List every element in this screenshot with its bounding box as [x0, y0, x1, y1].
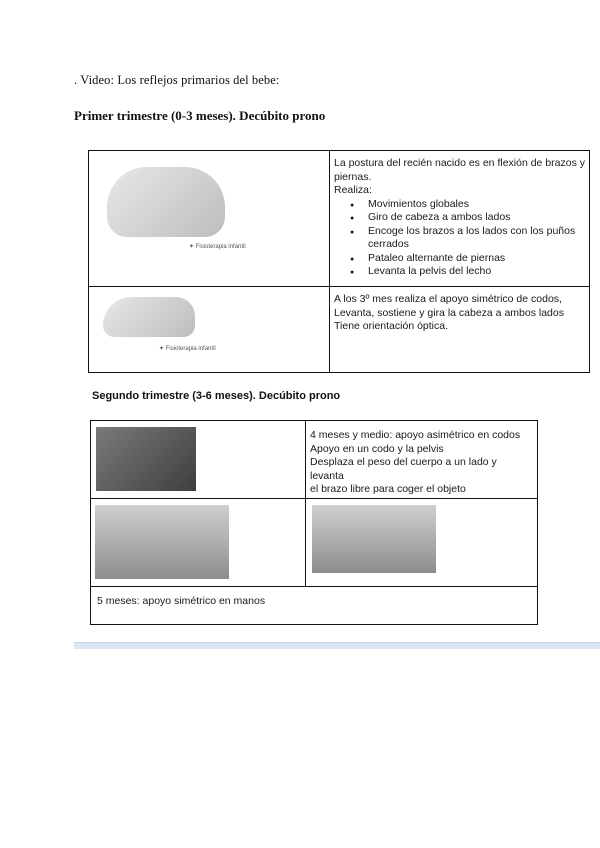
list-item: ● Encoge los brazos a los lados con los puños cerrados: [368, 225, 585, 252]
text-line: Tiene orientación óptica.: [334, 320, 449, 332]
logo-text: Fisioterapia infantil: [195, 244, 246, 250]
realiza-label: Realiza:: [334, 184, 372, 196]
table-segundo-trimestre: [90, 420, 538, 625]
text-line: Levanta, sostiene y gira la cabeza a ambos lados: [334, 306, 564, 319]
table-primer-trimestre: [88, 150, 590, 373]
table-row: [89, 287, 590, 373]
intro-text: La postura del recién nacido es en flexión de brazos y piernas.: [334, 157, 585, 183]
text-line: 5 meses: apoyo simétrico en manos: [97, 595, 266, 607]
list-item: ● Levanta la pelvis del lecho: [368, 265, 585, 279]
text-line: 4 meses y medio: apoyo asimétrico en codos: [310, 429, 521, 441]
table-row: [91, 421, 538, 499]
text-cell: [330, 151, 590, 287]
list-item: ● Pataleo alternante de piernas: [368, 252, 585, 266]
text-line: el brazo libre para coger el objeto: [310, 483, 466, 495]
baby-prone-flexion-photo: [107, 167, 225, 237]
logo-text: Fisioterapia infantil: [165, 346, 216, 352]
text-line: Desplaza el peso del cuerpo a un lado y levanta: [310, 456, 497, 482]
list-item: ● Giro de cabeza a ambos lados: [368, 211, 585, 225]
image-cell: [306, 499, 538, 587]
table-row: [91, 499, 538, 587]
baby-hand-support-side-photo: [95, 505, 229, 579]
image-cell: [89, 287, 330, 373]
page-divider: [74, 642, 600, 649]
text-line: Apoyo en un codo y la pelvis: [310, 442, 444, 455]
section2-heading: Segundo trimestre (3-6 meses). Decúbito prono: [92, 390, 341, 402]
image-cell: [91, 421, 306, 499]
baby-asymmetric-elbow-photo: [96, 427, 196, 491]
image-cell: [91, 499, 306, 587]
logo-icon: ✦: [189, 244, 195, 250]
list-item: ● Movimientos globales: [368, 198, 585, 212]
logo: [159, 345, 216, 352]
baby-elbow-support-photo: [103, 297, 195, 337]
text-cell: [306, 421, 538, 499]
text-cell: [330, 287, 590, 373]
activity-list: [334, 198, 585, 279]
video-line: . Video: Los reflejos primarios del bebe:: [74, 73, 280, 87]
text-cell: [91, 587, 538, 625]
section1-heading: Primer trimestre (0-3 meses). Decúbito prono: [74, 108, 326, 123]
logo-icon: ✦: [159, 346, 165, 352]
logo: [189, 243, 246, 250]
text-line: A los 3º mes realiza el apoyo simétrico de codos,: [334, 293, 562, 305]
table-row: [89, 151, 590, 287]
image-cell: [89, 151, 330, 287]
table-row: [91, 587, 538, 625]
baby-hand-support-front-photo: [312, 505, 436, 573]
